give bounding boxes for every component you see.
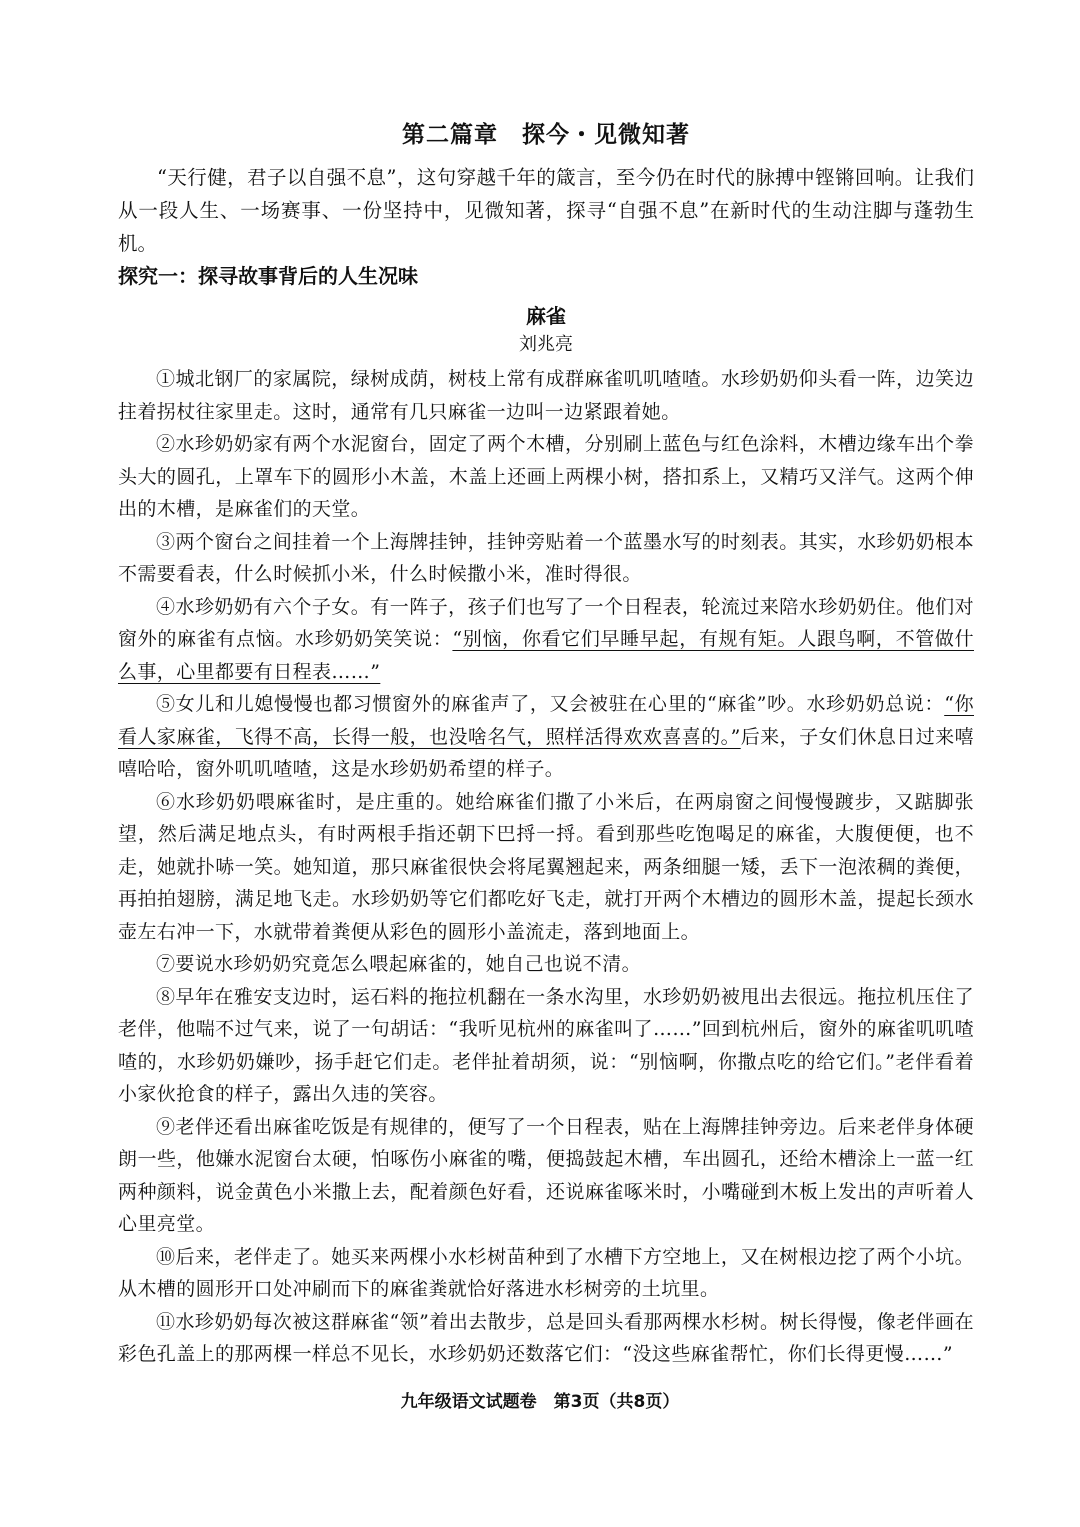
paragraph-4 [118, 591, 974, 689]
paragraph-11: ⑪水珍奶奶每次被这群麻雀“领”着出去散步，总是回头看那两棵水杉树。树长得慢，像老伴画在彩色孔盖上的那两棵一样总不见长，水珍奶奶还数落它们：“没这些麻雀帮忙，你们长得更慢……” [118, 1310, 974, 1365]
intro-paragraph: “天行健，君子以自强不息”，这句穿越千年的箴言，至今仍在时代的脉搏中铿锵回响。让我们从一段人生、一场赛事、一份坚持中，见微知著，探寻“自强不息”在新时代的生动注脚与蓬勃生机。 [118, 166, 974, 255]
underlined-quote-5: “你看人家麻雀，飞得不高，长得一般，也没啥名气，照样活得欢欢喜喜的。” [118, 693, 974, 748]
page-footer: 九年级语文试题卷 第3页（共8页） [400, 1392, 680, 1412]
chapter-title: 第二篇章 探今・见微知著 [402, 122, 690, 148]
paragraph-3: ③两个窗台之间挂着一个上海牌挂钟，挂钟旁贴着一个蓝墨水写的时刻表。其实，水珍奶奶根本不需要看表，什么时候抓小米，什么时候撒小米，准时得很。 [118, 530, 974, 585]
underlined-quote-4: “别恼，你看它们早睡早起，有规有矩。人跟鸟啊，不管做什么事，心里都要有日程表……” [118, 628, 974, 683]
article-author: 刘兆亮 [519, 334, 573, 355]
paragraph-9: ⑨老伴还看出麻雀吃饭是有规律的，便写了一个日程表，贴在上海牌挂钟旁边。后来老伴身体硬朗一些，他嫌水泥窗台太硬，怕啄伤小麻雀的嘴，便捣鼓起木槽，车出圆孔，还给木槽涂上一蓝一红两种颜料，说金黄色小米撒上去，配着颜色好看，还说麻雀啄米时，小嘴碰到木板上发出的声听着人心里亮堂。 [118, 1115, 974, 1235]
paragraph-6: ⑥水珍奶奶喂麻雀时，是庄重的。她给麻雀们撒了小米后，在两扇窗之间慢慢踱步，又踮脚张望，然后满足地点头，有时两根手指还朝下巴捋一捋。看到那些吃饱喝足的麻雀，大腹便便，也不走，她就扑哧一笑。她知道，那只麻雀很快会将尾翼翘起来，两条细腿一矮，丢下一泡浓稠的粪便，再拍拍翅膀，满足地飞走。水珍奶奶等它们都吃好飞走，就打开两个木槽边的圆形木盖，提起长颈水壶左右冲一下，水就带着粪便从彩色的圆形小盖流走，落到地面上。 [118, 790, 974, 943]
paragraph-1: ①城北钢厂的家属院，绿树成荫，树枝上常有成群麻雀叽叽喳喳。水珍奶奶仰头看一阵，边笑边拄着拐杖往家里走。这时，通常有几只麻雀一边叫一边紧跟着她。 [118, 368, 974, 423]
section-heading: 探究一：探寻故事背后的人生况味 [118, 264, 418, 288]
paragraph-5-tail: 后来，子女们休息日过来嘻嘻哈哈，窗外叽叽喳喳，这是水珍奶奶希望的样子。 [118, 725, 974, 780]
paragraph-5-text: ⑤女儿和儿媳慢慢也都习惯窗外的麻雀声了，又会被驻在心里的“麻雀”吵。水珍奶奶总说： [156, 693, 945, 715]
paragraph-5 [118, 688, 974, 786]
exam-page [118, 116, 974, 1371]
paragraph-8: ⑧早年在雅安支边时，运石料的拖拉机翻在一条水沟里，水珍奶奶被甩出去很远。拖拉机压住了老伴，他喘不过气来，说了一句胡话：“我听见杭州的麻雀叫了……”回到杭州后，窗外的麻雀叽叽喳喳的，水珍奶奶嫌吵，扬手赶它们走。老伴扯着胡须，说：“别恼啊，你撒点吃的给它们。”老伴看着小家伙抢食的样子，露出久违的笑容。 [118, 985, 974, 1105]
article-body [118, 363, 974, 1371]
paragraph-10: ⑩后来，老伴走了。她买来两棵小水杉树苗种到了水槽下方空地上，又在树根边挖了两个小坑。从木槽的圆形开口处冲刷而下的麻雀粪就恰好落进水杉树旁的土坑里。 [118, 1245, 974, 1300]
paragraph-2: ②水珍奶奶家有两个水泥窗台，固定了两个木槽，分别刷上蓝色与红色涂料，木槽边缘车出个拳头大的圆孔，上罩车下的圆形小木盖，木盖上还画上两棵小树，搭扣系上，又精巧又洋气。这两个伸出的木槽，是麻雀们的天堂。 [118, 433, 974, 520]
paragraph-7: ⑦要说水珍奶奶究竟怎么喂起麻雀的，她自己也说不清。 [156, 953, 642, 975]
article-title: 麻雀 [526, 304, 566, 328]
paragraph-4-text: ④水珍奶奶有六个子女。有一阵子，孩子们也写了一个日程表，轮流过来陪水珍奶奶住。他们对窗外的麻雀有点恼。水珍奶奶笑笑说： [118, 595, 974, 650]
